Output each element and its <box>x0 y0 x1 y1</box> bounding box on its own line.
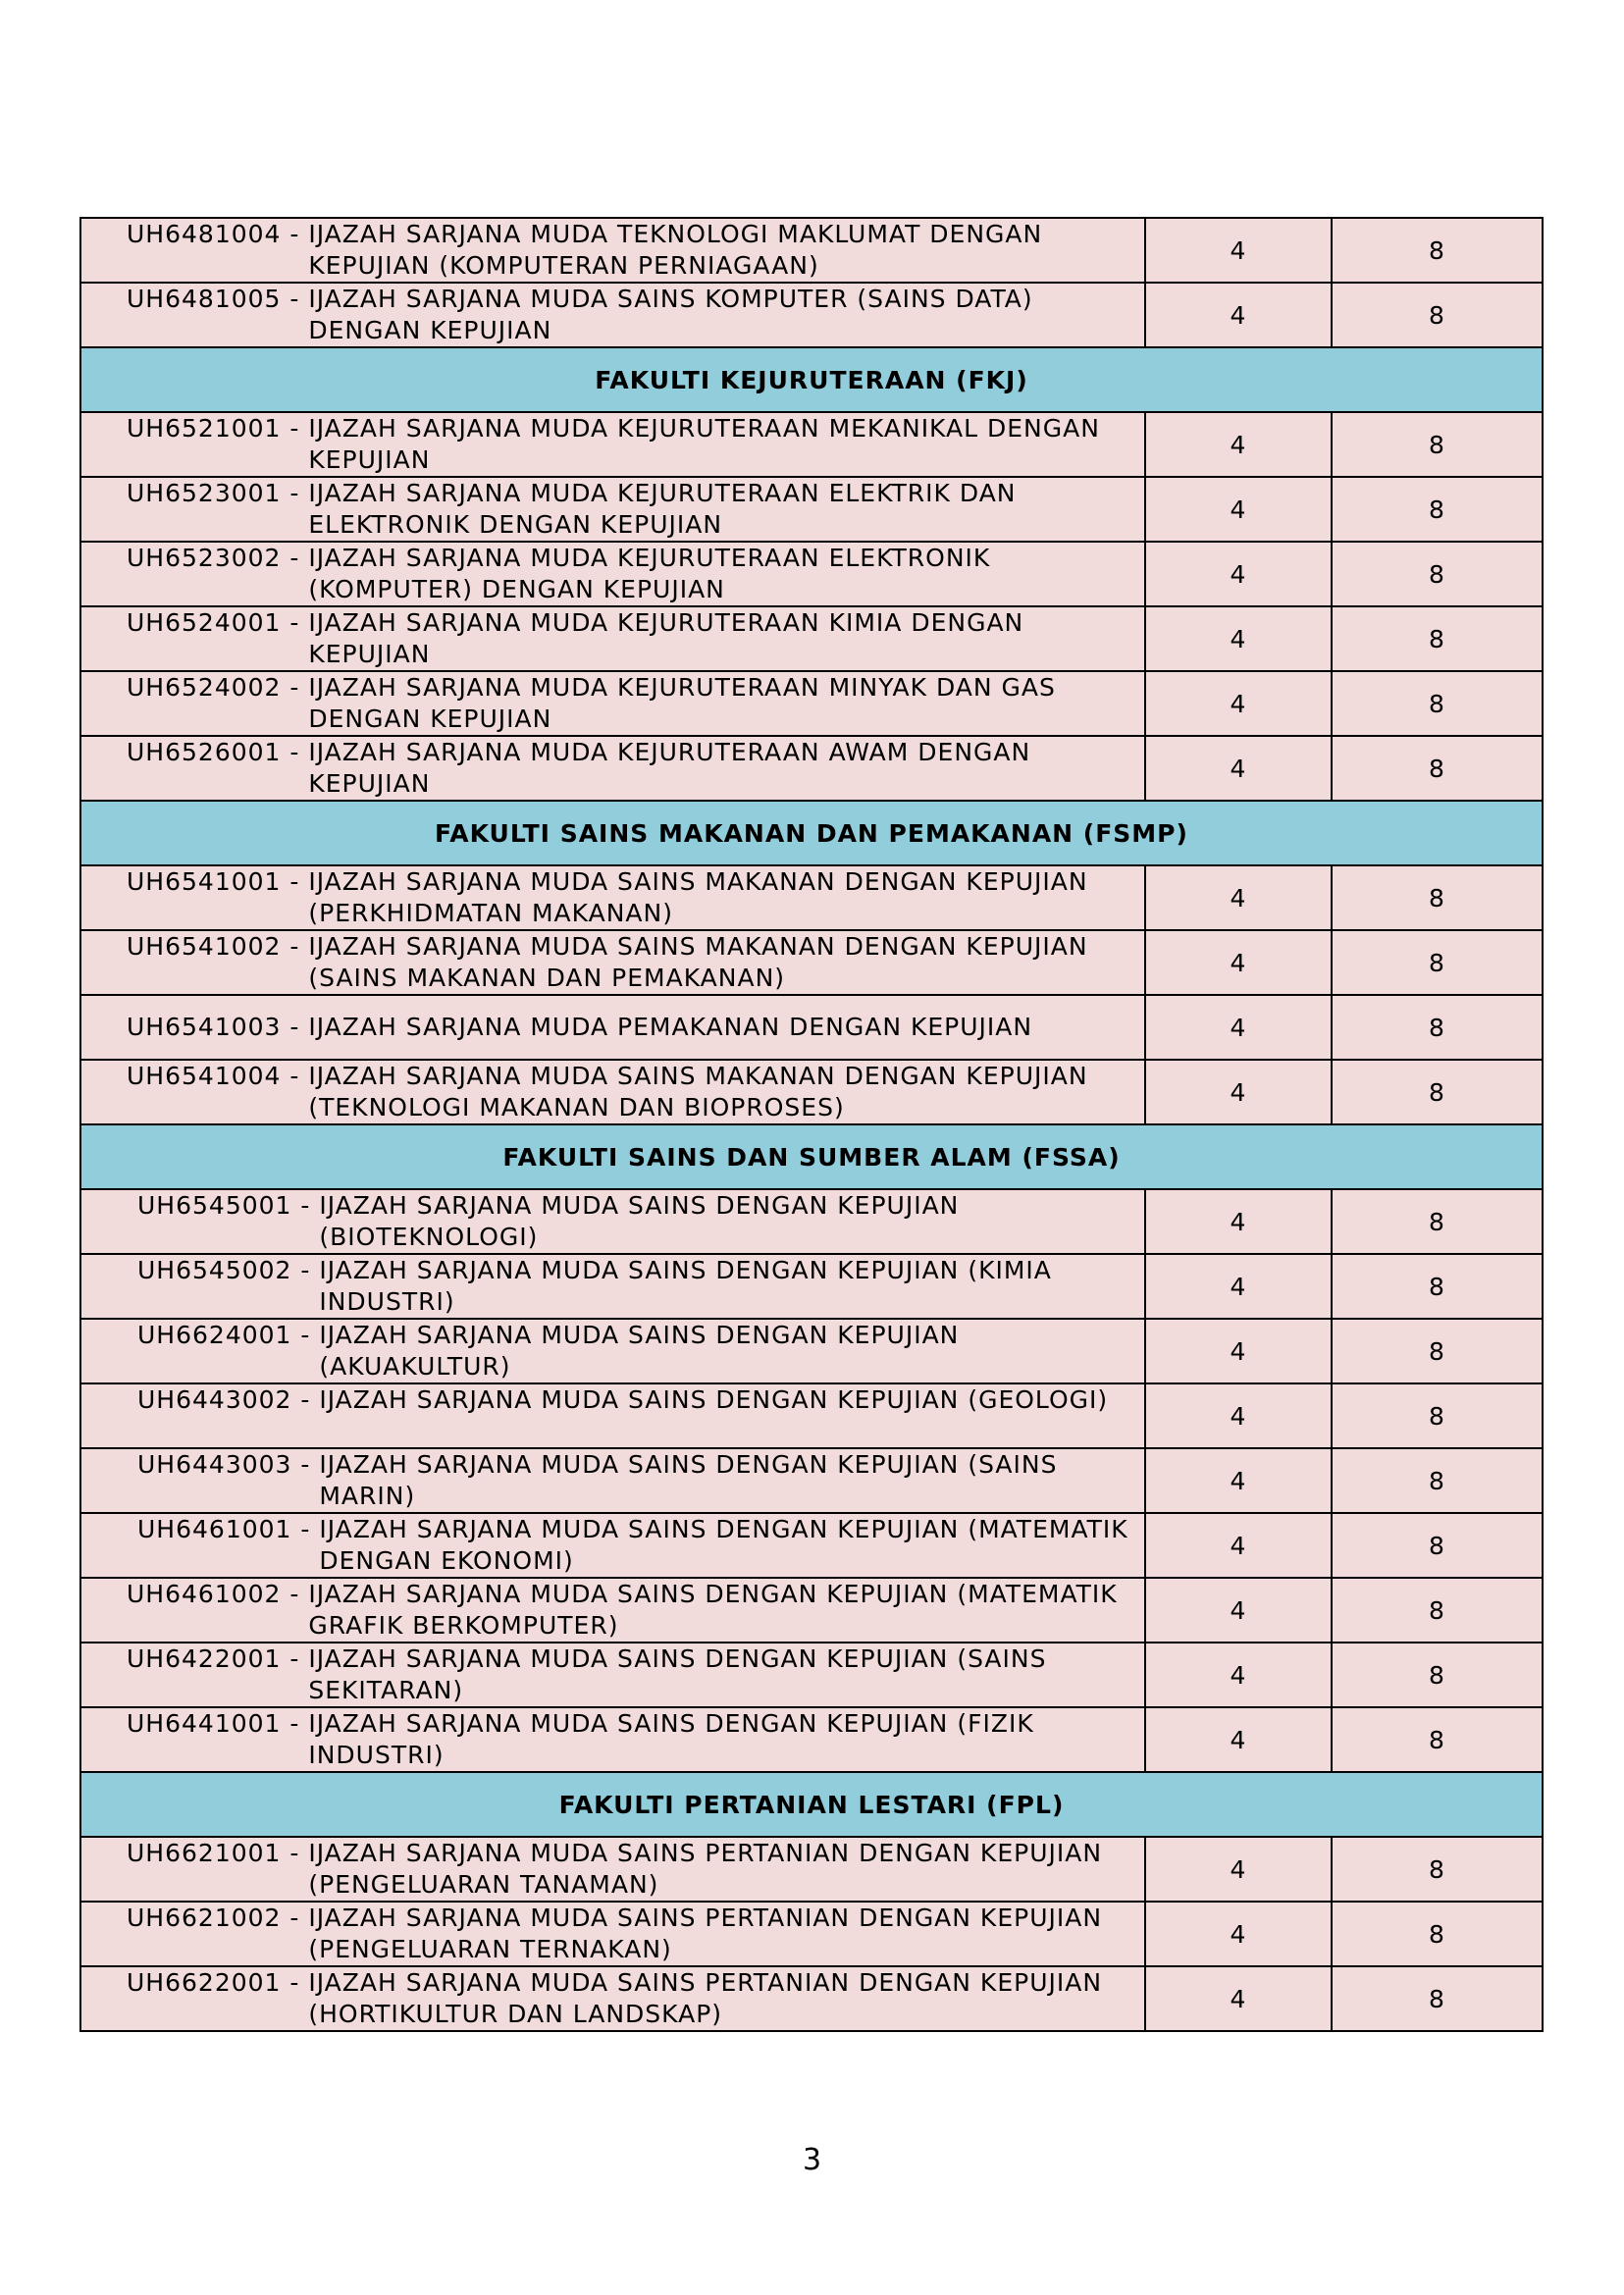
programme-title: IJAZAH SARJANA MUDA KEJURUTERAAN ELEKTRIK DAN ELEKTRONIK DENGAN KEPUJIAN <box>308 479 1017 539</box>
programme-row <box>80 542 1543 606</box>
value-column-1: 4 <box>1145 930 1332 995</box>
value-column-2: 8 <box>1332 1578 1543 1643</box>
value-column-1: 4 <box>1145 1254 1332 1319</box>
programme-cell <box>80 930 1145 995</box>
code-separator: - <box>281 1839 309 1867</box>
programme-code: UH6523001 <box>127 479 282 507</box>
programme-title: IJAZAH SARJANA MUDA SAINS MAKANAN DENGAN KEPUJIAN (SAINS MAKANAN DAN PEMAKANAN) <box>308 932 1088 992</box>
programme-title: IJAZAH SARJANA MUDA SAINS DENGAN KEPUJIAN (SAINS SEKITARAN) <box>308 1644 1047 1704</box>
programme-row <box>80 283 1543 347</box>
value-column-1: 4 <box>1145 542 1332 606</box>
programme-text <box>81 1838 1144 1901</box>
value-column-1: 4 <box>1145 1578 1332 1643</box>
faculty-title: FAKULTI SAINS DAN SUMBER ALAM (FSSA) <box>80 1124 1543 1189</box>
code-separator: - <box>281 220 309 248</box>
programme-title: IJAZAH SARJANA MUDA SAINS MAKANAN DENGAN KEPUJIAN (TEKNOLOGI MAKANAN DAN BIOPROSES) <box>308 1062 1088 1121</box>
value-column-2: 8 <box>1332 1837 1543 1902</box>
programme-text <box>81 931 1144 994</box>
programme-cell <box>80 1966 1145 2031</box>
programme-title: IJAZAH SARJANA MUDA SAINS DENGAN KEPUJIAN (MATEMATIK GRAFIK BERKOMPUTER) <box>308 1580 1118 1640</box>
code-separator: - <box>281 285 309 313</box>
programme-row <box>80 736 1543 801</box>
value-column-1: 4 <box>1145 865 1332 930</box>
programme-text <box>81 607 1144 670</box>
code-separator: - <box>281 673 309 702</box>
programme-row <box>80 1966 1543 2031</box>
value-column-2: 8 <box>1332 995 1543 1060</box>
programme-cell <box>80 1383 1145 1448</box>
value-column-2: 8 <box>1332 1966 1543 2031</box>
value-column-2: 8 <box>1332 1902 1543 1966</box>
faculty-header-row <box>80 1124 1543 1189</box>
programme-text <box>81 478 1144 541</box>
programme-title: IJAZAH SARJANA MUDA SAINS MAKANAN DENGAN KEPUJIAN (PERKHIDMATAN MAKANAN) <box>308 867 1088 927</box>
value-column-2: 8 <box>1332 1448 1543 1513</box>
page-number: 3 <box>802 2143 822 2177</box>
code-separator: - <box>291 1515 320 1543</box>
programme-code: UH6443002 <box>137 1385 292 1414</box>
programme-cell <box>80 736 1145 801</box>
code-separator: - <box>281 1709 309 1738</box>
faculty-header-row <box>80 801 1543 865</box>
programme-cell <box>80 1578 1145 1643</box>
code-separator: - <box>281 932 309 961</box>
programme-table-body <box>80 218 1543 2031</box>
programme-text <box>81 1579 1144 1642</box>
code-separator: - <box>281 544 309 572</box>
programme-cell <box>80 1319 1145 1383</box>
programme-cell <box>80 1513 1145 1578</box>
programme-text <box>81 1449 1144 1512</box>
value-column-1: 4 <box>1145 736 1332 801</box>
code-separator: - <box>281 1968 309 1997</box>
programme-row <box>80 218 1543 283</box>
programme-cell <box>80 1189 1145 1254</box>
programme-cell <box>80 218 1145 283</box>
programme-title: IJAZAH SARJANA MUDA SAINS DENGAN KEPUJIAN (MATEMATIK DENGAN EKONOMI) <box>319 1515 1128 1575</box>
code-separator: - <box>281 1904 309 1932</box>
faculty-title: FAKULTI PERTANIAN LESTARI (FPL) <box>80 1772 1543 1837</box>
programme-row <box>80 1060 1543 1124</box>
value-column-1: 4 <box>1145 995 1332 1060</box>
value-column-1: 4 <box>1145 283 1332 347</box>
value-column-2: 8 <box>1332 1254 1543 1319</box>
programme-text <box>81 219 1144 282</box>
programme-cell <box>80 671 1145 736</box>
value-column-2: 8 <box>1332 1189 1543 1254</box>
value-column-1: 4 <box>1145 412 1332 477</box>
code-separator: - <box>291 1321 320 1349</box>
programme-cell <box>80 995 1145 1060</box>
value-column-1: 4 <box>1145 1966 1332 2031</box>
programme-title: IJAZAH SARJANA MUDA SAINS DENGAN KEPUJIAN (KIMIA INDUSTRI) <box>319 1256 1052 1316</box>
programme-title: IJAZAH SARJANA MUDA SAINS DENGAN KEPUJIAN (GEOLOGI) <box>319 1385 1109 1414</box>
programme-code: UH6621001 <box>127 1839 282 1867</box>
programme-title: IJAZAH SARJANA MUDA SAINS DENGAN KEPUJIAN (SAINS MARIN) <box>319 1450 1058 1510</box>
code-separator: - <box>281 867 309 896</box>
programme-code: UH6461001 <box>137 1515 292 1543</box>
programme-cell <box>80 1707 1145 1772</box>
programme-code: UH6524002 <box>127 673 282 702</box>
programme-cell <box>80 1643 1145 1707</box>
value-column-2: 8 <box>1332 218 1543 283</box>
programme-cell <box>80 1254 1145 1319</box>
programme-code: UH6441001 <box>127 1709 282 1738</box>
programme-text <box>81 1384 1144 1416</box>
programme-row <box>80 1383 1543 1448</box>
programme-text <box>81 866 1144 929</box>
programme-text <box>81 1967 1144 2030</box>
value-column-1: 4 <box>1145 1837 1332 1902</box>
programme-title: IJAZAH SARJANA MUDA SAINS DENGAN KEPUJIAN (AKUAKULTUR) <box>319 1321 960 1381</box>
programme-title: IJAZAH SARJANA MUDA PEMAKANAN DENGAN KEPUJIAN <box>308 1013 1033 1041</box>
programme-text <box>81 1255 1144 1318</box>
programme-cell <box>80 542 1145 606</box>
value-column-2: 8 <box>1332 671 1543 736</box>
code-separator: - <box>291 1450 320 1479</box>
value-column-2: 8 <box>1332 1643 1543 1707</box>
programme-code: UH6545002 <box>137 1256 292 1284</box>
value-column-1: 4 <box>1145 1643 1332 1707</box>
programme-title: IJAZAH SARJANA MUDA TEKNOLOGI MAKLUMAT DENGAN KEPUJIAN (KOMPUTERAN PERNIAGAAN) <box>308 220 1043 280</box>
programme-title: IJAZAH SARJANA MUDA SAINS PERTANIAN DENGAN KEPUJIAN (PENGELUARAN TANAMAN) <box>308 1839 1103 1899</box>
programme-row <box>80 865 1543 930</box>
programme-text <box>81 1320 1144 1382</box>
programme-row <box>80 1319 1543 1383</box>
value-column-2: 8 <box>1332 736 1543 801</box>
value-column-2: 8 <box>1332 865 1543 930</box>
faculty-header-row <box>80 347 1543 412</box>
programme-row <box>80 1707 1543 1772</box>
programme-row <box>80 1837 1543 1902</box>
value-column-1: 4 <box>1145 1902 1332 1966</box>
value-column-1: 4 <box>1145 1189 1332 1254</box>
programme-row <box>80 1513 1543 1578</box>
programme-row <box>80 1254 1543 1319</box>
code-separator: - <box>281 608 309 637</box>
programme-code: UH6621002 <box>127 1904 282 1932</box>
programme-text <box>81 284 1144 346</box>
programme-title: IJAZAH SARJANA MUDA SAINS DENGAN KEPUJIAN (BIOTEKNOLOGI) <box>319 1191 960 1251</box>
programme-cell <box>80 1837 1145 1902</box>
programme-row <box>80 1578 1543 1643</box>
code-separator: - <box>291 1191 320 1220</box>
programme-cell <box>80 1448 1145 1513</box>
value-column-1: 4 <box>1145 1707 1332 1772</box>
programme-text <box>81 1514 1144 1577</box>
programme-cell <box>80 1902 1145 1966</box>
programme-code: UH6526001 <box>127 738 282 766</box>
programme-title: IJAZAH SARJANA MUDA KEJURUTERAAN AWAM DENGAN KEPUJIAN <box>308 738 1031 798</box>
programme-text <box>81 543 1144 605</box>
programme-text <box>81 1012 1144 1043</box>
programme-code: UH6481005 <box>127 285 282 313</box>
programme-title: IJAZAH SARJANA MUDA SAINS KOMPUTER (SAINS DATA) DENGAN KEPUJIAN <box>308 285 1033 344</box>
programme-text <box>81 672 1144 735</box>
code-separator: - <box>281 1062 309 1090</box>
programme-title: IJAZAH SARJANA MUDA SAINS DENGAN KEPUJIAN (FIZIK INDUSTRI) <box>308 1709 1034 1769</box>
value-column-2: 8 <box>1332 1060 1543 1124</box>
value-column-2: 8 <box>1332 930 1543 995</box>
programme-row <box>80 412 1543 477</box>
programme-cell <box>80 865 1145 930</box>
programme-code: UH6443003 <box>137 1450 292 1479</box>
programme-title: IJAZAH SARJANA MUDA SAINS PERTANIAN DENGAN KEPUJIAN (PENGELUARAN TERNAKAN) <box>308 1904 1103 1963</box>
value-column-2: 8 <box>1332 1513 1543 1578</box>
value-column-1: 4 <box>1145 671 1332 736</box>
value-column-1: 4 <box>1145 1383 1332 1448</box>
value-column-2: 8 <box>1332 542 1543 606</box>
programme-row <box>80 930 1543 995</box>
programme-code: UH6541002 <box>127 932 282 961</box>
value-column-1: 4 <box>1145 1448 1332 1513</box>
faculty-header-row <box>80 1772 1543 1837</box>
programme-code: UH6545001 <box>137 1191 292 1220</box>
code-separator: - <box>291 1385 320 1414</box>
programme-cell <box>80 1060 1145 1124</box>
code-separator: - <box>281 1013 309 1041</box>
code-separator: - <box>281 1580 309 1608</box>
programme-cell <box>80 477 1145 542</box>
programme-code: UH6524001 <box>127 608 282 637</box>
programme-code: UH6541003 <box>127 1013 282 1041</box>
value-column-1: 4 <box>1145 1060 1332 1124</box>
programme-table <box>79 217 1544 2032</box>
programme-code: UH6622001 <box>127 1968 282 1997</box>
programme-row <box>80 606 1543 671</box>
programme-code: UH6521001 <box>127 414 282 443</box>
programme-code: UH6481004 <box>127 220 282 248</box>
value-column-1: 4 <box>1145 606 1332 671</box>
programme-row <box>80 1189 1543 1254</box>
programme-code: UH6541001 <box>127 867 282 896</box>
programme-text <box>81 1643 1144 1706</box>
programme-code: UH6541004 <box>127 1062 282 1090</box>
programme-text <box>81 737 1144 800</box>
programme-code: UH6624001 <box>137 1321 292 1349</box>
value-column-2: 8 <box>1332 477 1543 542</box>
programme-text <box>81 1708 1144 1771</box>
value-column-1: 4 <box>1145 1319 1332 1383</box>
code-separator: - <box>281 1644 309 1673</box>
code-separator: - <box>281 738 309 766</box>
value-column-2: 8 <box>1332 1383 1543 1448</box>
programme-row <box>80 1902 1543 1966</box>
value-column-1: 4 <box>1145 218 1332 283</box>
programme-row <box>80 1448 1543 1513</box>
code-separator: - <box>281 414 309 443</box>
code-separator: - <box>281 479 309 507</box>
programme-text <box>81 1190 1144 1253</box>
faculty-title: FAKULTI KEJURUTERAAN (FKJ) <box>80 347 1543 412</box>
programme-code: UH6422001 <box>127 1644 282 1673</box>
value-column-2: 8 <box>1332 412 1543 477</box>
programme-code: UH6461002 <box>127 1580 282 1608</box>
programme-text <box>81 413 1144 476</box>
programme-cell <box>80 412 1145 477</box>
programme-title: IJAZAH SARJANA MUDA KEJURUTERAAN MINYAK DAN GAS DENGAN KEPUJIAN <box>308 673 1056 733</box>
programme-text <box>81 1061 1144 1123</box>
programme-row <box>80 1643 1543 1707</box>
programme-text <box>81 1903 1144 1965</box>
value-column-1: 4 <box>1145 477 1332 542</box>
programme-cell <box>80 606 1145 671</box>
value-column-2: 8 <box>1332 1707 1543 1772</box>
value-column-2: 8 <box>1332 1319 1543 1383</box>
value-column-2: 8 <box>1332 283 1543 347</box>
programme-code: UH6523002 <box>127 544 282 572</box>
programme-row <box>80 671 1543 736</box>
programme-row <box>80 995 1543 1060</box>
programme-row <box>80 477 1543 542</box>
value-column-1: 4 <box>1145 1513 1332 1578</box>
value-column-2: 8 <box>1332 606 1543 671</box>
programme-cell <box>80 283 1145 347</box>
faculty-title: FAKULTI SAINS MAKANAN DAN PEMAKANAN (FSMP) <box>80 801 1543 865</box>
programme-title: IJAZAH SARJANA MUDA KEJURUTERAAN ELEKTRONIK (KOMPUTER) DENGAN KEPUJIAN <box>308 544 991 603</box>
code-separator: - <box>291 1256 320 1284</box>
programme-title: IJAZAH SARJANA MUDA KEJURUTERAAN MEKANIKAL DENGAN KEPUJIAN <box>308 414 1100 474</box>
programme-title: IJAZAH SARJANA MUDA KEJURUTERAAN KIMIA DENGAN KEPUJIAN <box>308 608 1024 668</box>
programme-title: IJAZAH SARJANA MUDA SAINS PERTANIAN DENGAN KEPUJIAN (HORTIKULTUR DAN LANDSKAP) <box>308 1968 1103 2028</box>
